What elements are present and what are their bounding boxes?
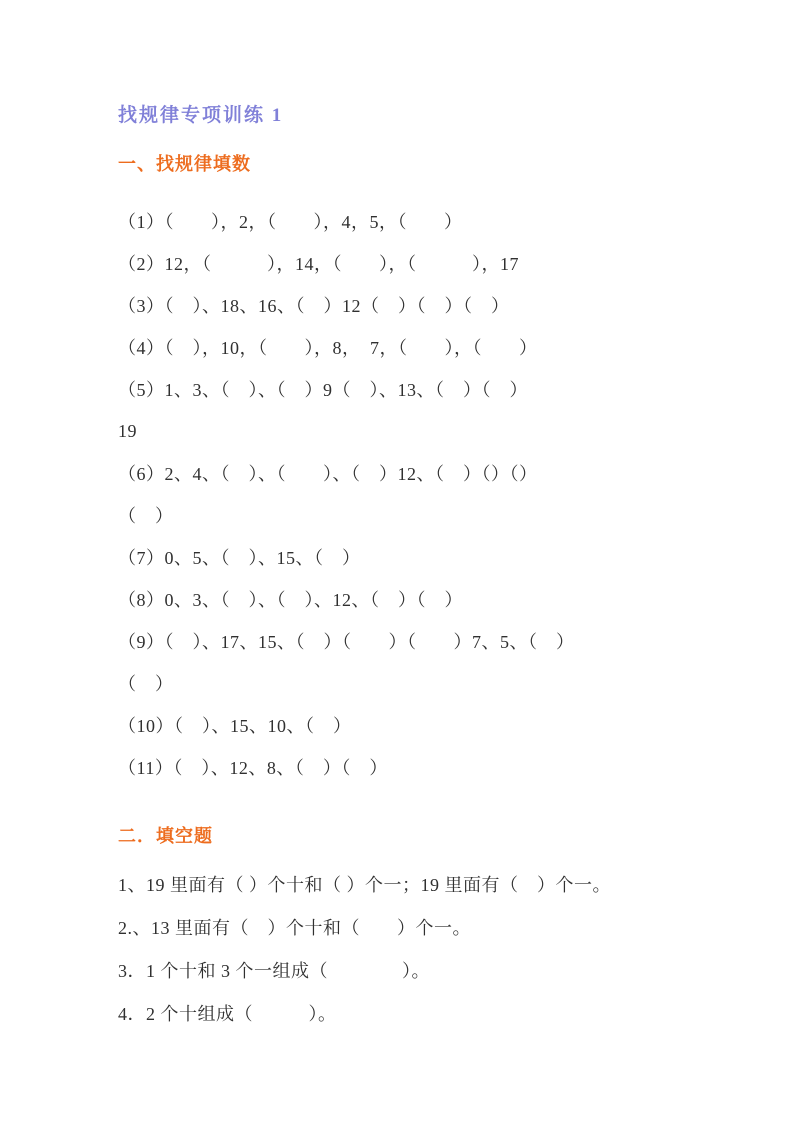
pattern-line-5-continuation: 19	[118, 420, 137, 441]
pattern-line-4: （4）（ ），10，（ ），8， 7，（ ），（ ）	[118, 338, 538, 358]
pattern-line-5: （5）1、3、（ ）、（ ）9（ ）、13、（ ）（ ）	[118, 380, 528, 400]
pattern-line-6-continuation: （ ）	[118, 506, 174, 526]
blank-item-4: 4．2 个十组成（ ）。	[118, 1003, 337, 1024]
pattern-line-8: （8）0、3、（ ）、（ ）、12、（ ）（ ）	[118, 590, 463, 610]
pattern-line-2: （2）12，（ ），14，（ ），（ ），17	[118, 254, 519, 274]
blank-item-2: 2.、13 里面有（ ）个十和（ ）个一。	[118, 917, 471, 938]
pattern-line-1: （1）（ ），2，（ ），4，5，（ ）	[118, 212, 463, 232]
pattern-line-9: （9）（ ）、17、15、（ ）（ ）（ ）7、5、（ ）	[118, 632, 575, 652]
section2-heading: 二．填空题	[118, 826, 213, 846]
pattern-line-7: （7）0、5、（ ）、15、（ ）	[118, 548, 361, 568]
page-title: 找规律专项训练 1	[118, 105, 284, 126]
pattern-line-11: （11）（ ）、12、8、（ ）（ ）	[118, 758, 388, 778]
pattern-line-9-continuation: （ ）	[118, 674, 174, 694]
blank-item-1: 1、19 里面有（ ）个十和（ ）个一；19 里面有（ ）个一。	[118, 874, 611, 895]
section2-items	[118, 862, 703, 1034]
blank-item-3: 3．1 个十和 3 个一组成（ ）。	[118, 960, 430, 981]
section1-heading: 一、找规律填数	[118, 154, 251, 174]
pattern-line-6: （6）2、4、（ ）、（ ）、（ ）12、（ ）（）（）	[118, 464, 538, 484]
pattern-line-3: （3）（ ）、18、16、（ ）12（ ）（ ）（ ）	[118, 296, 510, 316]
section1-lines	[118, 200, 703, 788]
pattern-line-10: （10）（ ）、15、10、（ ）	[118, 716, 352, 736]
